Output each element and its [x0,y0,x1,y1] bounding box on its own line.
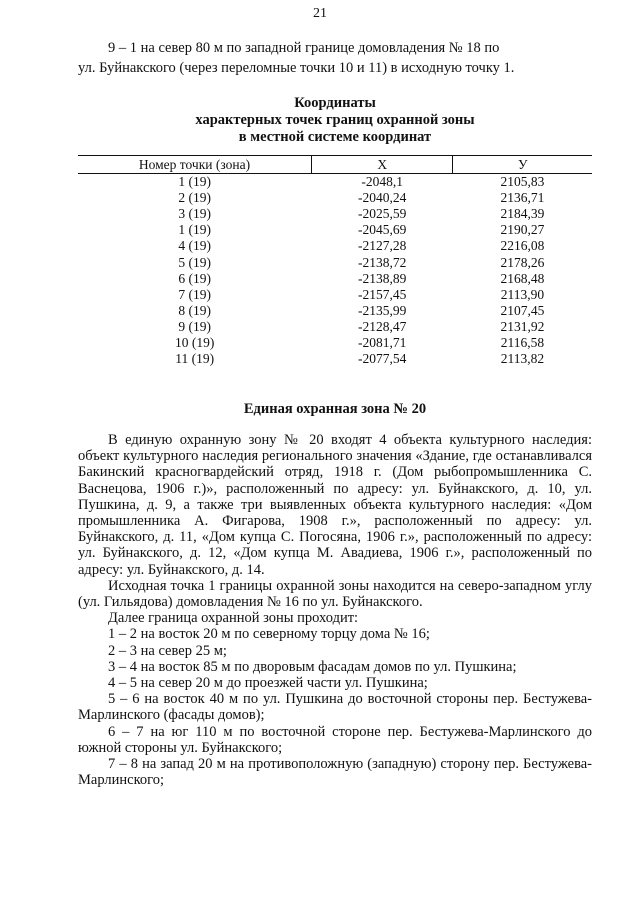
table-row [78,238,592,254]
cell-y: 2107,45 [500,302,545,318]
table-row [78,222,592,238]
cell-point-number: 10 (19) [175,334,215,350]
paragraph: 4 – 5 на север 20 м до проезжей части ул. Пушкина; [108,675,428,692]
cell-point-number: 3 (19) [178,206,212,222]
cell-point-number: 1 (19) [178,222,212,238]
coordinates-heading [78,95,592,146]
cell-x: -2138,89 [358,270,407,286]
paragraph: Далее граница охранной зоны проходит: [108,610,359,627]
cell-y: 2216,08 [500,238,545,254]
cell-y: 2113,90 [500,286,545,302]
cell-x: -2135,99 [358,302,407,318]
intro-line-1: 9 – 1 на север 80 м по западной границе домовладения № 18 по [108,40,500,56]
cell-x: -2127,28 [358,238,407,254]
paragraph: 2 – 3 на север 25 м; [108,642,227,659]
table-row [78,303,592,319]
cell-y: 2184,39 [500,206,545,222]
cell-y: 2136,71 [500,190,545,206]
cell-point-number: 8 (19) [178,302,212,318]
table-row [78,174,592,191]
section-title: Единая охранная зона № 20 [243,401,427,417]
paragraph: Исходная точка 1 границы охранной зоны находится на северо-западном углу (ул. Гильядова) домовладения № 16 по ул. Буйнакского. [78,577,592,611]
table-body [78,174,592,368]
heading-line-1: Координаты [294,95,376,111]
paragraph: 1 – 2 на восток 20 м по северному торцу дома № 16; [108,626,430,643]
header-y: У [453,156,592,174]
heading-line-2: характерных точек границ охранной зоны [195,112,475,128]
table-row [78,335,592,351]
table-row [78,271,592,287]
header-x: Х [311,156,453,174]
cell-y: 2178,26 [500,254,545,270]
cell-x: -2077,54 [358,351,407,367]
cell-x: -2048,1 [361,174,404,190]
paragraph: 5 – 6 на восток 40 м по ул. Пушкина до восточной стороны пер. Бестужева-Марлинского (фасады домов); [78,691,592,724]
cell-point-number: 2 (19) [178,190,212,206]
table-row [78,351,592,367]
coordinates-table [78,155,592,367]
page-number: 21 [313,6,327,21]
cell-point-number: 1 (19) [178,174,212,190]
table-header-row [78,156,592,174]
cell-y: 2116,58 [500,334,545,350]
cell-x: -2128,47 [358,318,407,334]
cell-point-number: 11 (19) [175,351,215,367]
paragraph: 3 – 4 на восток 85 м по дворовым фасадам домов по ул. Пушкина; [108,658,517,675]
table-row [78,287,592,303]
cell-point-number: 7 (19) [178,286,212,302]
cell-y: 2190,27 [500,222,545,238]
cell-point-number: 9 (19) [178,318,212,334]
cell-point-number: 5 (19) [178,254,212,270]
cell-x: -2138,72 [358,254,407,270]
body-text [78,432,592,788]
cell-x: -2040,24 [358,190,407,206]
cell-y: 2113,82 [500,351,545,367]
table-row [78,190,592,206]
cell-x: -2025,59 [358,206,407,222]
cell-point-number: 6 (19) [178,270,212,286]
cell-y: 2105,83 [500,174,545,190]
cell-x: -2081,71 [358,334,407,350]
cell-y: 2131,92 [500,318,545,334]
paragraph: 6 – 7 на юг 110 м по восточной стороне пер. Бестужева-Марлинского до южной стороны ул. Буйнакского; [78,723,592,756]
cell-y: 2168,48 [500,270,545,286]
table-row [78,319,592,335]
intro-line-2: ул. Буйнакского (через переломные точки 10 и 11) в исходную точку 1. [78,60,515,76]
table-row [78,206,592,222]
header-point-number: Номер точки (зона) [78,156,311,174]
paragraph: 7 – 8 на запад 20 м на противоположную (западную) сторону пер. Бестужева-Марлинского; [78,756,592,789]
table-row [78,254,592,270]
cell-point-number: 4 (19) [178,238,212,254]
cell-x: -2045,69 [358,222,407,238]
intro-paragraph [78,38,592,78]
cell-x: -2157,45 [358,286,407,302]
paragraph: В единую охранную зону № 20 входят 4 объекта культурного наследия: объект культурного наследия регионального значения «Здание, где останавливался Бакинский красногвардейский отряд, 1918 г. (Дом рыбопромышленника С. Васнецова, 1906 г.)», расположенный по адресу: ул. Буйнакского, д. 10, ул. Пушкина, д. 9, а также три выявленных объекта культурного наследия: «Дом промышленника А. Фигарова, 1908 г.», расположенный по адресу: ул. Буйнакского, д. 11, «Дом купца С. Погосяна, 1906 г.», расположенный по адресу: ул. Буйнакского, д. 12, «Дом купца М. Авадиева, 1906 г.», расположенный по адресу: ул. Буйнакского, д. 14. [78,432,592,578]
heading-line-3: в местной системе координат [238,129,432,145]
